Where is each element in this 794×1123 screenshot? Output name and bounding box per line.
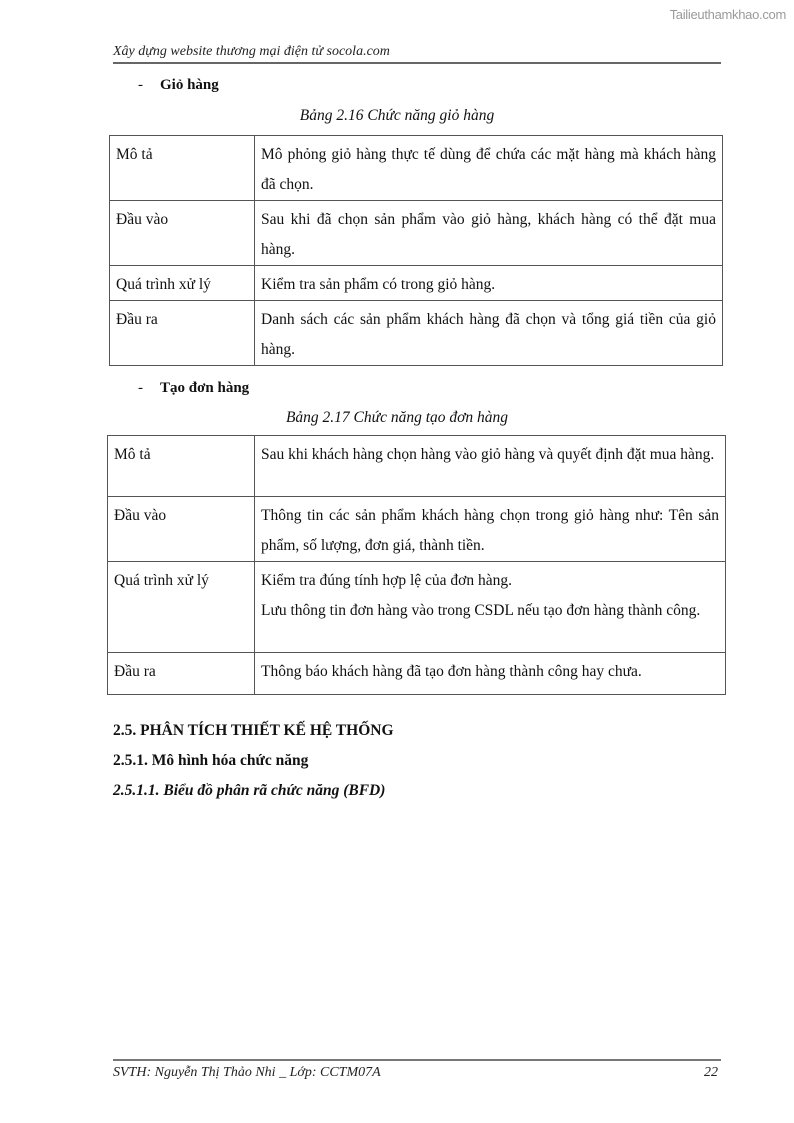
- watermark: Tailieuthamkhao.com: [669, 7, 786, 22]
- table-row: [110, 266, 723, 301]
- row-value: Thông tin các sản phẩm khách hàng chọn trong giỏ hàng như: Tên sản phẩm, số lượng, đơn giá, thành tiền.: [255, 497, 726, 562]
- header-divider: [113, 62, 721, 64]
- cart-function-table: [109, 135, 723, 366]
- table-caption-2-16: Bảng 2.16 Chức năng giỏ hàng: [299, 107, 495, 124]
- row-value: Mô phỏng giỏ hàng thực tế dùng để chứa các mặt hàng mà khách hàng đã chọn.: [255, 136, 723, 201]
- table-caption-2-17: Bảng 2.17 Chức năng tạo đơn hàng: [285, 409, 509, 426]
- section-heading-2-5-1: 2.5.1. Mô hình hóa chức năng: [113, 752, 309, 769]
- row-label: Mô tả: [110, 136, 255, 201]
- bullet-dash: -: [138, 77, 143, 93]
- table-row: [110, 301, 723, 366]
- table-row: [108, 653, 726, 695]
- row-label: Đầu vào: [110, 201, 255, 266]
- row-label: Đầu vào: [108, 497, 255, 562]
- footer-author: SVTH: Nguyễn Thị Thảo Nhi _ Lớp: CCTM07A: [113, 1065, 381, 1080]
- section-heading-2-5-1-1: 2.5.1.1. Biểu đồ phân rã chức năng (BFD): [113, 782, 386, 799]
- table-row: [108, 562, 726, 653]
- table-row: [108, 436, 726, 497]
- table-row: [110, 136, 723, 201]
- footer-divider: [113, 1059, 721, 1061]
- bullet-heading-cart: [138, 77, 219, 94]
- value-line: Kiểm tra đúng tính hợp lệ của đơn hàng.: [261, 572, 512, 589]
- row-label: Quá trình xử lý: [110, 266, 255, 301]
- table-row: [110, 201, 723, 266]
- row-value: Sau khi đã chọn sản phẩm vào giỏ hàng, khách hàng có thể đặt mua hàng.: [255, 201, 723, 266]
- row-value: Kiểm tra sản phẩm có trong giỏ hàng.: [255, 266, 723, 301]
- row-value: Thông báo khách hàng đã tạo đơn hàng thành công hay chưa.: [255, 653, 726, 695]
- section-heading-2-5: 2.5. PHÂN TÍCH THIẾT KẾ HỆ THỐNG: [113, 722, 394, 739]
- heading-text: Tạo đơn hàng: [160, 380, 250, 396]
- row-label: Mô tả: [108, 436, 255, 497]
- row-value: Sau khi khách hàng chọn hàng vào giỏ hàng và quyết định đặt mua hàng.: [255, 436, 726, 497]
- running-header: Xây dựng website thương mại điện tử socola.com: [113, 44, 390, 59]
- row-value: Danh sách các sản phẩm khách hàng đã chọn và tổng giá tiền của giỏ hàng.: [255, 301, 723, 366]
- create-order-function-table: [107, 435, 726, 695]
- value-line: Lưu thông tin đơn hàng vào trong CSDL nếu tạo đơn hàng thành công.: [261, 602, 701, 619]
- row-label: Quá trình xử lý: [108, 562, 255, 653]
- table-row: [108, 497, 726, 562]
- row-value: [255, 562, 726, 653]
- page-number: 22: [704, 1065, 718, 1080]
- heading-text: Giỏ hàng: [160, 77, 219, 93]
- bullet-heading-create-order: [138, 380, 249, 397]
- row-label: Đầu ra: [110, 301, 255, 366]
- bullet-dash: -: [138, 380, 143, 396]
- row-label: Đầu ra: [108, 653, 255, 695]
